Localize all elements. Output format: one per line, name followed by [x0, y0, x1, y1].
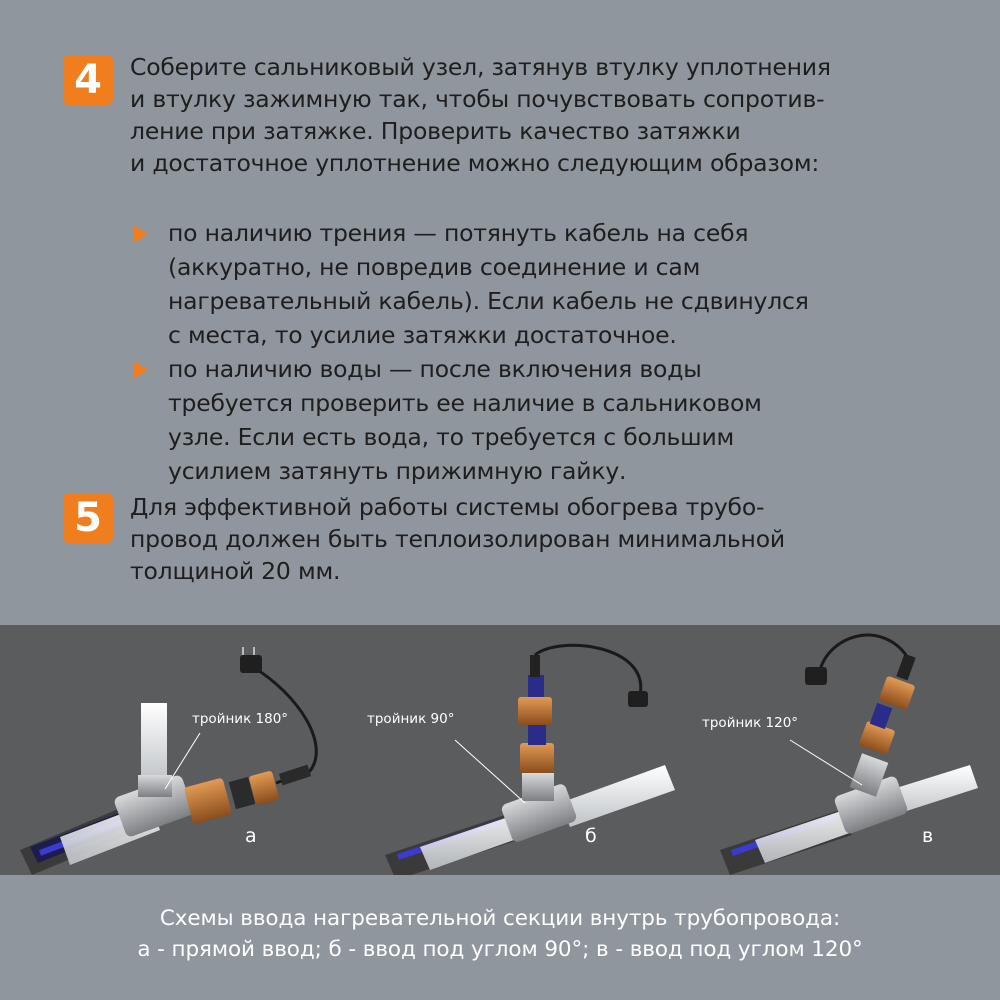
scheme-b-letter: б: [585, 825, 597, 847]
bullet-arrow-icon: [133, 361, 148, 379]
step-4-text: [130, 51, 831, 179]
step-5-line: толщиной 20 мм.: [130, 557, 341, 585]
figure-caption-line-1: Схемы ввода нагревательной секции внутрь трубопровода:: [159, 906, 841, 931]
step-4-line: и достаточное уплотнение можно следующим образом:: [130, 149, 820, 177]
bullet-line: требуется проверить ее наличие в сальниковом: [168, 389, 762, 417]
bullet-water-text: [168, 352, 762, 488]
bullet-line: узле. Если есть вода, то требуется с большим: [168, 423, 735, 451]
installation-schemes-photo: [0, 625, 1000, 875]
scheme-b-graphic: [385, 645, 675, 875]
step-4-line: ление при затяжке. Проверить качество затяжки: [130, 117, 741, 145]
scheme-c-tee-label: тройник 120°: [702, 715, 799, 731]
step-5-badge: 5: [63, 493, 113, 543]
bullet-line: по наличию воды — после включения воды: [168, 355, 702, 383]
step-5-line: провод должен быть теплоизолирован минимальной: [130, 525, 785, 553]
scheme-c-letter: в: [922, 825, 934, 847]
step-4-badge: 4: [63, 55, 113, 105]
scheme-b-tee-label: тройник 90°: [367, 711, 455, 727]
bullet-friction-text: [168, 216, 809, 352]
bullet-line: по наличию трения — потянуть кабель на себя: [168, 219, 749, 247]
step-4-line: Соберите сальниковый узел, затянув втулку уплотнения: [130, 53, 831, 81]
scheme-a-graphic: [20, 647, 316, 875]
bullet-line: нагревательный кабель). Если кабель не сдвинулся: [168, 287, 809, 315]
step-5-text: [130, 491, 785, 587]
schemes-illustration: [0, 625, 1000, 875]
bullet-line: усилием затянуть прижимную гайку.: [168, 457, 627, 485]
figure-caption-line-2: а - прямой ввод; б - ввод под углом 90°; в - ввод под углом 120°: [137, 937, 863, 962]
step-5-line: Для эффективной работы системы обогрева трубо-: [130, 493, 765, 521]
scheme-a-letter: а: [245, 825, 257, 847]
scheme-a-tee-label: тройник 180°: [192, 711, 289, 727]
bullet-arrow-icon: [133, 225, 148, 243]
step-4-line: и втулку зажимную так, чтобы почувствовать сопротив-: [130, 85, 825, 113]
scheme-c-graphic: [720, 635, 978, 875]
bullet-line: с места, то усилие затяжки достаточное.: [168, 321, 677, 349]
bullet-line: (аккуратно, не повредив соединение и сам: [168, 253, 701, 281]
